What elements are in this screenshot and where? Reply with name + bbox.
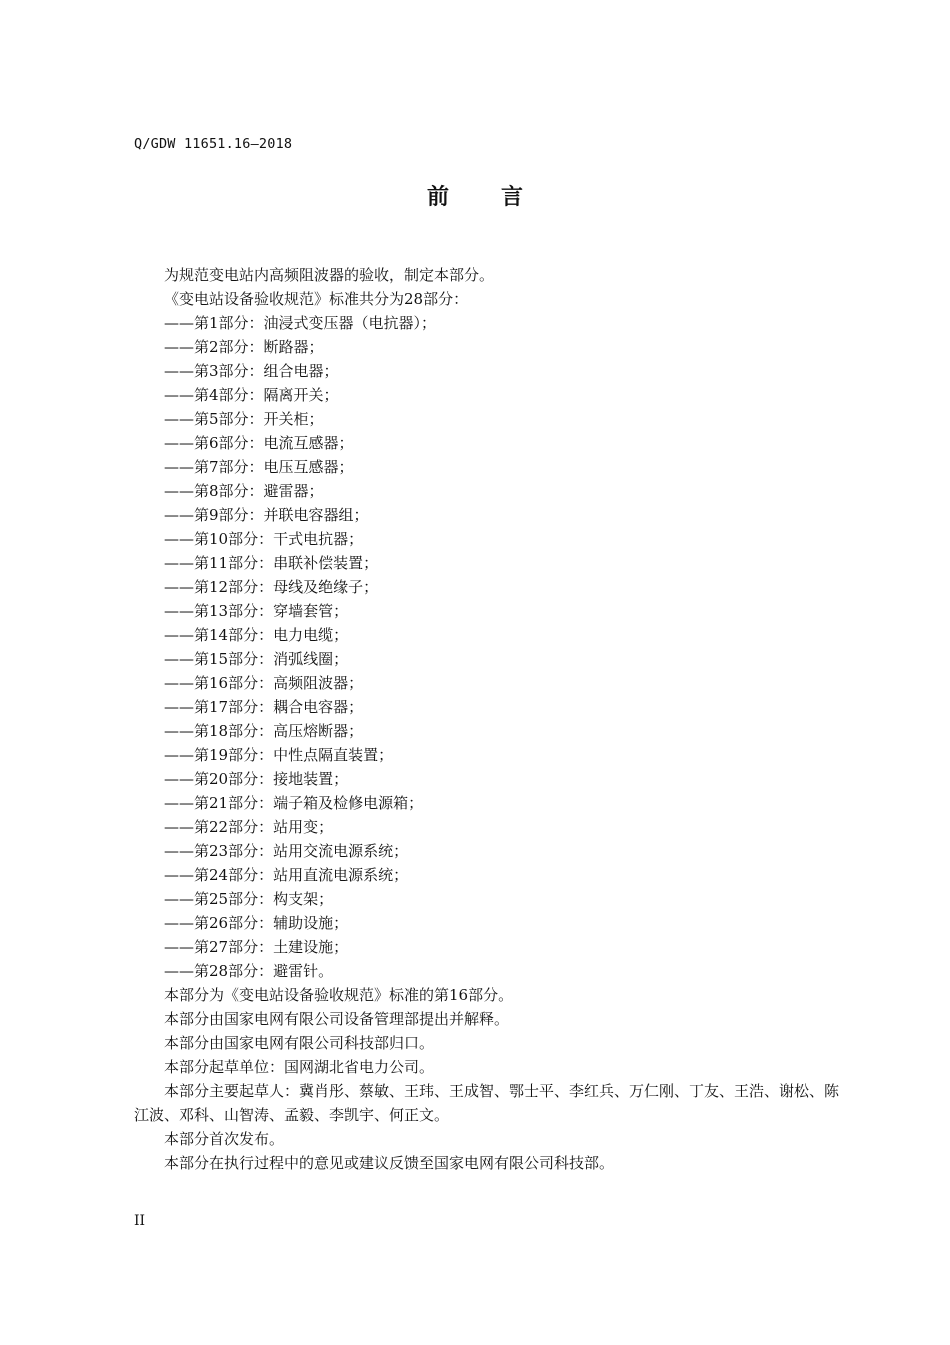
list-item: ——第15部分：消弧线圈；: [164, 650, 349, 668]
list-item: ——第3部分：组合电器；: [164, 362, 339, 380]
list-item: ——第8部分：避雷器；: [164, 482, 324, 500]
closing-paragraph: 本部分首次发布。: [164, 1130, 285, 1148]
list-item: ——第22部分：站用变；: [164, 818, 334, 836]
list-item: ——第28部分：避雷针。: [164, 962, 334, 980]
closing-paragraphs: [134, 983, 850, 1175]
list-item: ——第10部分：干式电抗器；: [164, 530, 364, 548]
closing-paragraph: 本部分主要起草人：冀肖彤、蔡敏、王玮、王成智、鄂士平、李红兵、万仁刚、丁友、王浩、谢松、陈江波、邓科、山智涛、孟毅、李凯宇、何正文。: [134, 1082, 840, 1124]
list-item: ——第16部分：高频阻波器；: [164, 674, 364, 692]
list-item: ——第24部分：站用直流电源系统；: [164, 866, 409, 884]
title-char-2: 言: [501, 185, 524, 210]
list-item: ——第5部分：开关柜；: [164, 410, 324, 428]
closing-paragraph: 本部分由国家电网有限公司科技部归口。: [164, 1034, 435, 1052]
list-item: ——第25部分：构支架；: [164, 890, 334, 908]
list-item: ——第4部分：隔离开关；: [164, 386, 339, 404]
list-item: ——第2部分：断路器；: [164, 338, 324, 356]
title-char-1: 前: [426, 185, 449, 210]
closing-paragraph: 本部分由国家电网有限公司设备管理部提出并解释。: [164, 1010, 510, 1028]
list-item: ——第18部分：高压熔断器；: [164, 722, 364, 740]
list-item: ——第20部分：接地装置；: [164, 770, 349, 788]
list-item: ——第6部分：电流互感器；: [164, 434, 354, 452]
list-item: ——第1部分：油浸式变压器（电抗器）；: [164, 314, 437, 332]
page-number: II: [134, 1213, 146, 1229]
intro-paragraph: 为规范变电站内高频阻波器的验收，制定本部分。: [164, 266, 495, 284]
list-item: ——第26部分：辅助设施；: [164, 914, 349, 932]
list-item: ——第12部分：母线及绝缘子；: [164, 578, 379, 596]
closing-paragraph: 本部分在执行过程中的意见或建议反馈至国家电网有限公司科技部。: [164, 1154, 615, 1172]
standard-number: Q/GDW 11651.16—2018: [134, 136, 293, 152]
closing-paragraph: 本部分为《变电站设备验收规范》标准的第16部分。: [164, 986, 514, 1004]
list-item: ——第14部分：电力电缆；: [164, 626, 349, 644]
list-item: ——第21部分：端子箱及检修电源箱；: [164, 794, 424, 812]
list-item: ——第27部分：土建设施；: [164, 938, 349, 956]
closing-paragraph: 本部分起草单位：国网湖北省电力公司。: [164, 1058, 435, 1076]
list-item: ——第13部分：穿墙套管；: [164, 602, 349, 620]
page-title: [0, 180, 950, 211]
list-item: ——第9部分：并联电容器组；: [164, 506, 369, 524]
list-item: ——第17部分：耦合电容器；: [164, 698, 364, 716]
list-item: ——第19部分：中性点隔直装置；: [164, 746, 394, 764]
intro-paragraph: 《变电站设备验收规范》标准共分为28部分：: [164, 290, 469, 308]
parts-list: [134, 311, 850, 983]
list-item: ——第11部分：串联补偿装置；: [164, 554, 379, 572]
foreword-body: [134, 263, 850, 1175]
list-item: ——第7部分：电压互感器；: [164, 458, 354, 476]
list-item: ——第23部分：站用交流电源系统；: [164, 842, 409, 860]
